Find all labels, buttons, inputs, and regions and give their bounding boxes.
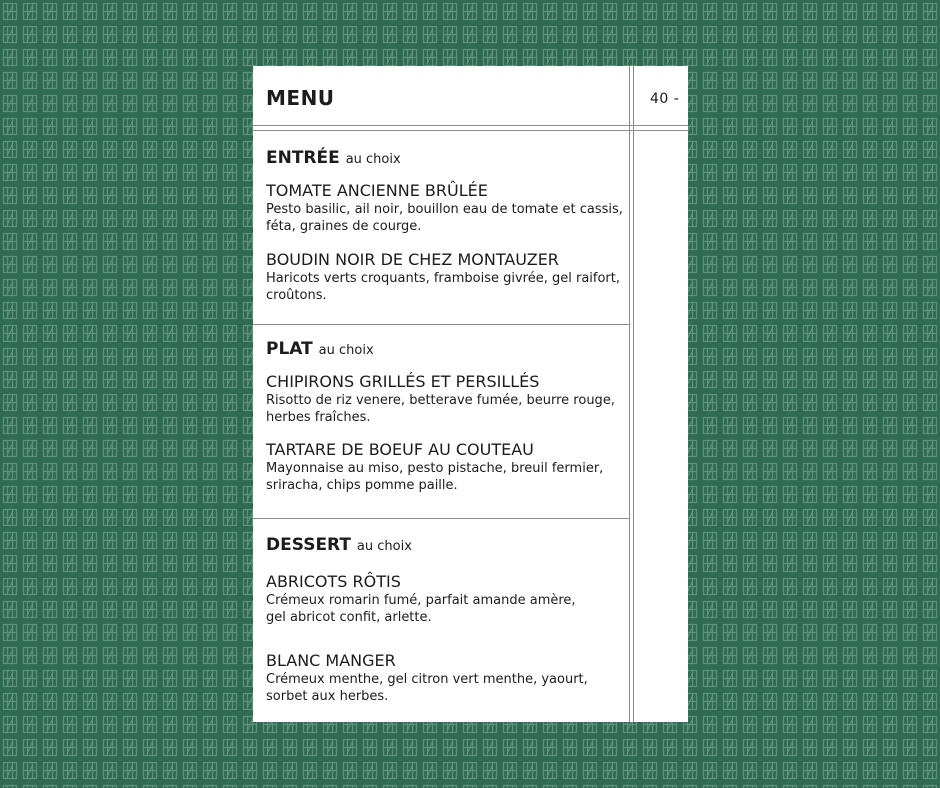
- section-qualifier: au choix: [356, 539, 412, 554]
- section-entree: [266, 148, 624, 304]
- menu-card: [253, 66, 688, 722]
- dish-name: CHIPIRONS GRILLÉS ET PERSILLÉS: [266, 372, 540, 391]
- column-divider: [633, 66, 634, 722]
- section-name: DESSERT: [266, 535, 351, 555]
- menu-price: 40 -: [650, 91, 680, 107]
- dish-name: BLANC MANGER: [266, 651, 396, 670]
- header-rule: [253, 130, 688, 131]
- dish: [266, 372, 624, 426]
- dish-description: Crémeux menthe, gel citron vert menthe, yaourt,: [266, 672, 588, 687]
- dish: [266, 440, 624, 494]
- dish-description: féta, graines de courge.: [266, 219, 422, 234]
- section-qualifier: au choix: [345, 152, 401, 167]
- header-rule: [253, 125, 688, 126]
- section-title: [266, 148, 624, 168]
- dish: [266, 181, 624, 235]
- dish: [266, 572, 624, 626]
- section-name: ENTRÉE: [266, 148, 340, 168]
- dish-description: gel abricot confit, arlette.: [266, 610, 432, 625]
- dish-description: Pesto basilic, ail noir, bouillon eau de tomate et cassis,: [266, 202, 623, 217]
- dish-description: croûtons.: [266, 288, 327, 303]
- section-dessert: [266, 535, 624, 705]
- dish-description: Risotto de riz venere, betterave fumée, beurre rouge,: [266, 393, 615, 408]
- dish: [266, 250, 624, 304]
- dish: [266, 651, 624, 705]
- column-divider: [629, 66, 630, 722]
- menu-title: MENU: [266, 86, 335, 110]
- dish-description: sriracha, chips pomme paille.: [266, 478, 458, 493]
- section-plat: [266, 339, 624, 494]
- dish-name: TARTARE DE BOEUF AU COUTEAU: [266, 440, 534, 459]
- section-name: PLAT: [266, 339, 313, 359]
- dish-description: herbes fraîches.: [266, 410, 371, 425]
- dish-name: TOMATE ANCIENNE BRÛLÉE: [266, 181, 488, 200]
- dish-description: sorbet aux herbes.: [266, 689, 389, 704]
- section-divider: [253, 324, 630, 325]
- section-title: [266, 339, 624, 359]
- section-divider: [253, 518, 630, 519]
- dish-name: ABRICOTS RÔTIS: [266, 572, 401, 591]
- dish-description: Haricots verts croquants, framboise givrée, gel raifort,: [266, 271, 621, 286]
- dish-description: Mayonnaise au miso, pesto pistache, breuil fermier,: [266, 461, 604, 476]
- section-qualifier: au choix: [318, 343, 374, 358]
- dish-description: Crémeux romarin fumé, parfait amande amère,: [266, 593, 576, 608]
- dish-name: BOUDIN NOIR DE CHEZ MONTAUZER: [266, 250, 559, 269]
- section-title: [266, 535, 624, 555]
